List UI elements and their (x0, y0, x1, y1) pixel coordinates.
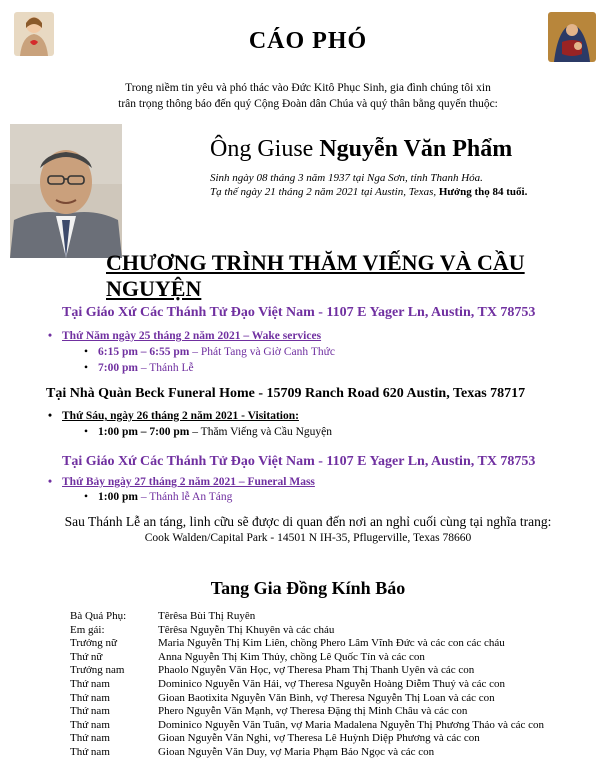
member-name: Têrêsa Nguyễn Thị Khuyên và các cháu (158, 623, 335, 636)
member-name: Gioan Nguyễn Văn Duy, vợ Maria Phạm Bảo Ngọc và các con (158, 745, 435, 758)
schedule-item (84, 426, 332, 438)
relation: Trưởng nam (70, 664, 125, 677)
day-2-label: Thứ Sáu, ngày 26 tháng 2 năm 2021 - Visitation: (62, 410, 299, 422)
schedule-item (84, 362, 194, 374)
bullet-icon: • (84, 426, 89, 438)
page-title: CÁO PHÓ (248, 28, 368, 54)
death-text: Tạ thế ngày 21 tháng 2 năm 2021 tại Austin, Texas, (210, 186, 439, 198)
relation: Thứ nữ (70, 650, 103, 663)
family-row (70, 732, 544, 746)
member-name: Maria Nguyễn Thị Kim Liên, chồng Phero Lâm Vĩnh Đức và các con các cháu (158, 637, 505, 650)
family-row (70, 664, 544, 678)
member-name: Dominico Nguyễn Văn Tuân, vợ Maria Madalena Nguyễn Thị Phương Thảo và các con (158, 718, 545, 731)
relation: Thứ nam (70, 718, 110, 731)
family-row (70, 637, 544, 651)
relation: Bà Quả Phụ: (70, 610, 127, 622)
event: – Thăm Viếng và Cầu Nguyện (189, 426, 332, 438)
deceased-name (210, 136, 512, 163)
event: – Thánh lễ An Táng (137, 491, 233, 503)
member-name: Phero Nguyễn Văn Mạnh, vợ Theresa Đặng thị Minh Châu và các con (158, 705, 468, 718)
event: – Phát Tang và Giờ Canh Thức (189, 346, 335, 358)
intro-line-1: Trong niềm tin yêu và phó thác vào Đức Kitô Phục Sinh, gia đình chúng tôi xin (125, 82, 491, 94)
member-name: Dominico Nguyễn Văn Hải, vợ Theresa Nguyễn Hoàng Diễm Thuý và các con (158, 677, 506, 690)
birth-info: Sinh ngày 08 tháng 3 năm 1937 tại Nga Sơn, tỉnh Thanh Hóa. (210, 172, 483, 184)
relation: Thứ nam (70, 705, 110, 718)
day-2 (48, 410, 299, 422)
family-title: Tang Gia Đồng Kính Báo (210, 578, 406, 598)
portrait-photo (10, 124, 122, 258)
burial-line-2: Cook Walden/Capital Park - 14501 N IH-35, Pflugerville, Texas 78660 (144, 532, 472, 544)
venue-1: Tại Giáo Xứ Các Thánh Tử Đạo Việt Nam - 1107 E Yager Ln, Austin, TX 78753 (62, 305, 536, 320)
venue-2: Tại Nhà Quàn Beck Funeral Home - 15709 Ranch Road 620 Austin, Texas 78717 (46, 386, 526, 401)
day-3 (48, 476, 315, 488)
bullet-icon: • (48, 476, 53, 488)
time: 1:00 pm (98, 491, 138, 503)
relation: Em gái: (70, 623, 105, 636)
member-name: Anna Nguyễn Thị Kim Thủy, chồng Lê Quốc Tín và các con (158, 650, 425, 663)
schedule-item (84, 491, 232, 503)
age-text: Hưởng thọ 84 tuổi. (438, 186, 528, 198)
name-prefix: Ông Giuse (210, 136, 320, 162)
bullet-icon: • (84, 346, 89, 358)
day-3-label: Thứ Bảy ngày 27 tháng 2 năm 2021 – Funeral Mass (62, 476, 315, 488)
family-row (70, 651, 544, 665)
relation: Trưởng nữ (70, 637, 117, 650)
burial-line-1: Sau Thánh Lễ an táng, linh cữu sẽ được di quan đến nơi an nghỉ cuối cùng tại nghĩa trang: (64, 514, 552, 529)
event: – Thánh Lễ (137, 362, 194, 374)
family-row (70, 692, 544, 706)
family-row (70, 610, 544, 624)
time: 7:00 pm (98, 362, 138, 374)
bullet-icon: • (48, 410, 53, 422)
family-row (70, 705, 544, 719)
member-name: Têrêsa Bùi Thị Ruyên (158, 610, 256, 622)
schedule-item (84, 346, 335, 358)
death-info (210, 186, 527, 198)
name-bold: Nguyễn Văn Phẩm (319, 136, 513, 162)
relation: Thứ nam (70, 691, 110, 704)
time: 6:15 pm – 6:55 pm (98, 346, 190, 358)
relation: Thứ nam (70, 745, 110, 758)
member-name: Gioan Baotixita Nguyễn Văn Bình, vợ Theresa Nguyễn Thị Loan và các con (158, 691, 495, 704)
family-row (70, 746, 544, 760)
family-row (70, 678, 544, 692)
intro-line-2: trân trọng thông báo đến quý Cộng Đoàn dân Chúa và quý thân bằng quyến thuộc: (118, 98, 498, 110)
member-name: Phaolo Nguyễn Văn Học, vợ Theresa Pham Thị Thanh Uyên và các con (158, 664, 475, 677)
time: 1:00 pm – 7:00 pm (98, 426, 190, 438)
venue-3: Tại Giáo Xứ Các Thánh Tử Đạo Việt Nam - 1107 E Yager Ln, Austin, TX 78753 (62, 454, 536, 469)
member-name: Gioan Nguyễn Văn Nghi, vợ Theresa Lê Huỳnh Diệp Phương và các con (158, 732, 480, 745)
bullet-icon: • (48, 330, 53, 342)
day-1-label: Thứ Năm ngày 25 tháng 2 năm 2021 – Wake services (62, 330, 322, 342)
bullet-icon: • (84, 491, 89, 503)
relation: Thứ nam (70, 732, 110, 745)
relation: Thứ nam (70, 677, 110, 690)
bullet-icon: • (84, 362, 89, 374)
family-row (70, 719, 544, 733)
intro-text (40, 80, 576, 112)
day-1 (48, 330, 321, 342)
family-row (70, 624, 544, 638)
family-list (70, 610, 544, 760)
program-title: CHƯƠNG TRÌNH THĂM VIẾNG VÀ CẦU NGUYỆN (106, 250, 525, 301)
